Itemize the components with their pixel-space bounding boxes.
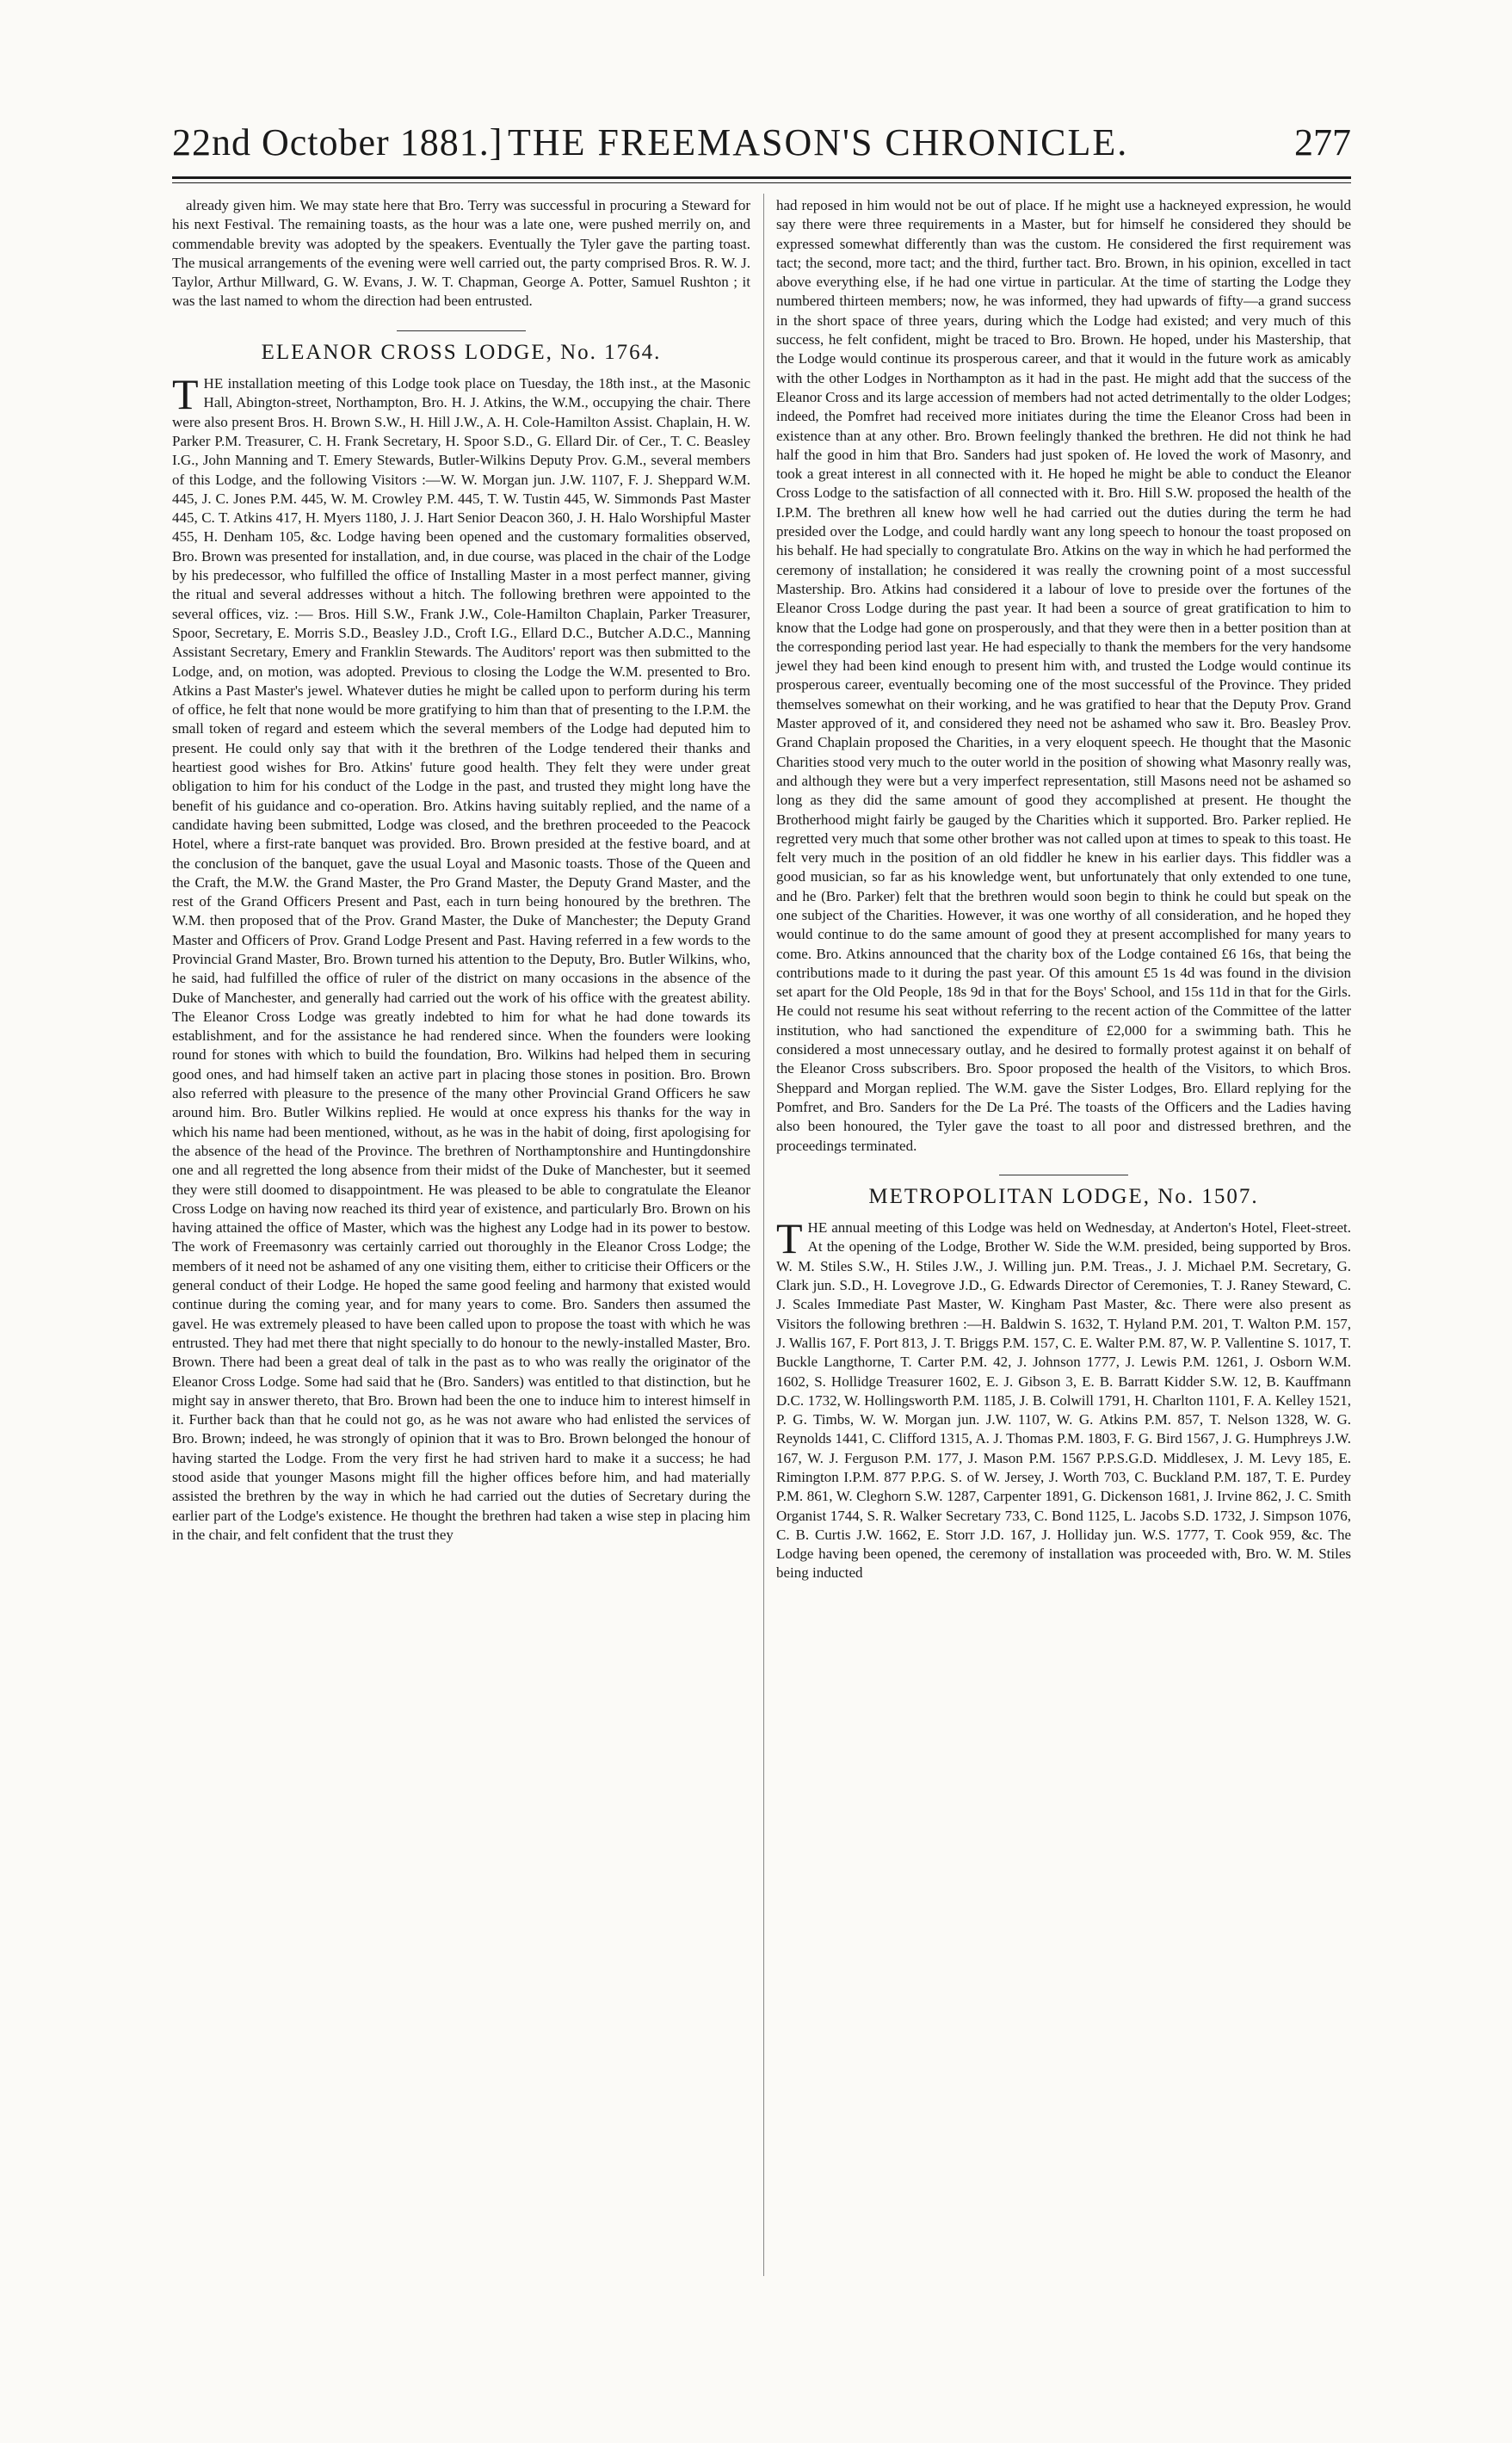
header-date: 22nd October 1881.]: [172, 121, 503, 163]
publication-title: THE FREEMASON'S CHRONICLE.: [508, 121, 1129, 163]
column-divider: [763, 194, 764, 2276]
page-header: [172, 120, 1351, 181]
article-body: HE installation meeting of this Lodge took place on Tuesday, the 18th inst., at the Masonic Hall, Abington-street, Northampton, Bro. H. J. Atkins, the W.M., occupying the chair. There were also present Bros. H. Brown S.W., H. Hill J.W., A. H. Cole-Hamilton Assist. Chaplain, H. W. Parker P.M. Treasurer, C. H. Frank Secretary, H. Spoor S.D., G. Ellard Dir. of Cer., T. C. Beasley I.G., John Manning and T. Emery Stewards, Butler-Wilkins Deputy Prov. G.M., several members of this Lodge, and the following Visitors :—W. W. Morgan jun. J.W. 1107, F. J. Sheppard W.M. 445, J. C. Jones P.M. 445, W. M. Crowley P.M. 445, T. W. Tustin 445, W. Simmonds Past Master 445, C. T. Atkins 417, H. Myers 1180, J. J. Hart Senior Deacon 360, J. H. Halo Worshipful Master 455, H. Denham 105, &c. Lodge having been opened and the customary formalities observed, Bro. Brown was presented for installation, and, in due course, was placed in the chair of the Lodge by his predecessor, who fulfilled the office of Installing Master in a most perfect manner, giving the ritual and several addresses without a hitch. The following brethren were appointed to the several offices, viz. :— Bros. Hill S.W., Frank J.W., Cole-Hamilton Chaplain, Parker Treasurer, Spoor, Secretary, E. Morris S.D., Beasley J.D., Croft I.G., Ellard D.C., Butcher A.D.C., Manning Assistant Secretary, Emery and Franklin Stewards. The Auditors' report was then submitted to the Lodge, and, on motion, was adopted. Previous to closing the Lodge the W.M. presented to Bro. Atkins a Past Master's jewel. Whatever duties he might be called upon to perform during his term of office, he felt that none would be more gratifying to him than that of presenting to the I.P.M. the small token of regard and esteem which the several members of the Lodge had deputed him to present. He could only say that with it the brethren of the Lodge tendered their thanks and heartiest good wishes for Bro. Atkins' future good health. They felt they were under great obligation to him for his conduct of the Lodge in the past, and trusted they might long have the benefit of his guidance and co-operation. Bro. Atkins having suitably replied, and the name of a candidate having been submitted, Lodge was closed, and the brethren proceeded to the Peacock Hotel, where a first-rate banquet was provided. Bro. Brown presided at the festive board, and at the conclusion of the banquet, gave the usual Loyal and Masonic toasts. Those of the Queen and the Craft, the M.W. the Grand Master, the Pro Grand Master, the Deputy Grand Master, and the rest of the Grand Officers Present and Past, each in turn being honoured by the brethren. The W.M. then proposed that of the Prov. Grand Master, the Duke of Manchester; the Deputy Grand Master and Officers of Prov. Grand Lodge Present and Past. Having referred in a few words to the Provincial Grand Master, Bro. Brown turned his attention to the Deputy, Bro. Butler Wilkins, who, he said, had fulfilled the office of ruler of the district on many occasions in the absence of the Duke of Manchester, and generally had carried out the work of his office with the greatest ability. The Eleanor Cross Lodge was greatly indebted to him for what he had done towards its establishment, and for the assistance he had rendered since. When the founders were looking round for stones with which to build the foundation, Bro. Wilkins had helped them in securing good ones, and had himself taken an active part in placing those stones in position. Bro. Brown also referred with pleasure to the presence of the many other Provincial Grand Officers he saw around him. Bro. Butler Wilkins replied. He would at once express his thanks for the way in which his name had been mentioned, without, as he was in the habit of doing, first apologising for the absence of the head of the Province. The brethren of Northamptonshire and Huntingdonshire one and all regretted the long absence from their midst of the Duke of Manchester, but it seemed they were still doomed to disappointment. He was pleased to be able to congratulate the Eleanor Cross Lodge on having now reached its third year of existence, and particularly Bro. Brown on his having attained the office of Master, which was the highest any Lodge had in its power to bestow. The work of Freemasonry was certainly carried out thoroughly in the Eleanor Cross Lodge; the members of it need not be ashamed of any one visiting them, either to criticise their Officers or the general conduct of their Lodge. He hoped the same good feeling and harmony that existed would continue during the coming year, and for many years to come. Bro. Sanders then assumed the gavel. He was extremely pleased to have been called upon to propose the toast with which he was entrusted. They had met there that night specially to do honour to the newly-installed Master, Bro. Brown. There had been a great deal of talk in the past as to who was really the originator of the Eleanor Cross Lodge. Some had said that he (Bro. Sanders) was entitled to that distinction, but he might say in answer thereto, that Bro. Brown had been the one to induce him to interest himself in it. Further back than that he could not go, as he was not aware who had enlisted the services of Bro. Brown; indeed, he was strongly of opinion that it was to Bro. Brown belonged the honour of having started the Lodge. From the very first he had striven hard to make it a success; he had stood aside that younger Masons might fill the higher offices before him, and had materially assisted the brethren by the way in which he had carried out the duties of Secretary during the earlier part of the Lodge's existence. He thought the brethren had taken a wise step in placing him in the chair, and felt confident that the trust they: [172, 375, 750, 1543]
drop-cap: T: [776, 1214, 803, 1263]
right-column: [776, 196, 1351, 1583]
page-number: 277: [1294, 121, 1351, 163]
section-title-eleanor-cross: ELEANOR CROSS LODGE, No. 1764.: [261, 340, 662, 364]
drop-cap: T: [172, 370, 199, 419]
intro-paragraph: already given him. We may state here that Bro. Terry was successful in procuring a Steward for his next Festival. The remaining toasts, as the hour was a late one, were pushed merrily on, and commendable brevity was adopted by the speakers. Eventually the Tyler gave the parting toast. The musical arrangements of the evening were well carried out, the party comprised Bros. R. W. J. Taylor, Arthur Millward, G. W. Evans, J. W. T. Chapman, George A. Potter, Samuel Rushton ; it was the last named to whom the direction had been entrusted.: [172, 197, 750, 310]
section-divider: [397, 330, 526, 331]
article-body: HE annual meeting of this Lodge was held on Wednesday, at Anderton's Hotel, Fleet-street. At the opening of the Lodge, Brother W. Side the W.M. presided, being supported by Bros. W. M. Stiles S.W., H. Stiles J.W., J. Willing jun. P.M. Treas., J. J. Michael P.M. Secretary, G. Clark jun. S.D., H. Lovegrove J.D., G. Edwards Director of Ceremonies, T. J. Raney Steward, C. J. Scales Immediate Past Master, W. Kingham Past Master, &c. There were also present as Visitors the following brethren :—H. Baldwin S. 1632, T. Hyland P.M. 201, T. Walton P.M. 157, J. Wallis 167, F. Port 813, J. T. Briggs P.M. 157, C. E. Walter P.M. 87, W. P. Vallentine S. 1017, T. Buckle Langthorne, T. Carter P.M. 42, J. Johnson 1777, J. Lewis P.M. 1261, J. Osborn W.M. 1602, S. Hollidge Treasurer 1602, E. J. Gibson 3, E. B. Barratt Kidder S.W. 12, B. Kauffmann D.C. 1732, W. Hollingsworth P.M. 1185, J. B. Colwill 1791, H. Charlton 1101, F. A. Kelley 1521, P. G. Timbs, W. W. Morgan jun. J.W. 1107, W. G. Atkins P.M. 857, T. Nelson 1328, W. G. Reynolds 1441, C. Clifford 1315, A. J. Thomas P.M. 1803, F. G. Bird 1567, J. G. Humphreys J.W. 167, W. J. Ferguson P.M. 177, J. Mason P.M. 1567 P.P.S.G.D. Middlesex, J. M. Levy 185, E. Rimington I.P.M. 877 P.P.G. S. of W. Jersey, J. Worth 703, C. Buckland P.M. 187, T. E. Purdey P.M. 861, W. Cleghorn S.W. 1287, Carpenter 1891, G. Dickenson 1681, J. Irvine 862, J. C. Smith Organist 1744, S. R. Walker Secretary 733, C. Bond 1125, L. Jacobs S.D. 1732, J. Simpson 1076, C. B. Curtis J.W. 1662, E. Storr J.D. 167, J. Holliday jun. W.S. 1777, T. Cook 959, &c. The Lodge having been opened, the ceremony of installation was proceeded with, Bro. W. M. Stiles being inducted: [776, 1219, 1351, 1582]
continued-paragraph: had reposed in him would not be out of place. If he might use a hackneyed expression, he would say there were three requirements in a Master, but for himself he considered they should be expressed somewhat differently than was the custom. He considered the first requirement was tact; the second, more tact; and the third, further tact. Bro. Brown, in his opinion, excelled in tact above everything else, if he had one virtue in particular. At the time of starting the Lodge they numbered thirteen members; now, he was informed, they had upwards of fifty—a grand success in the short space of three years, during which the Lodge had existed; and very much of this success, he felt confident, might be traced to Bro. Brown. He hoped, under his Mastership, that the Lodge would continue its prosperous career, and that it would in the future work as amicably with the other Lodges in Northampton as it had in the past. He might add that the success of the Eleanor Cross and its large accession of members had not acted detrimentally to the older Lodges; indeed, the Pomfret had received more initiates during the time the Eleanor Cross had been in existence than at any other. Bro. Brown feelingly thanked the brethren. He did not think he had half the good in him that Bro. Sanders had just spoken of. He loved the work of Masonry, and took a great interest in all connected with it. He hoped he might be able to conduct the Eleanor Cross Lodge to the satisfaction of all connected with it. Bro. Hill S.W. proposed the health of the I.P.M. The brethren all knew how well he had carried out the duties during the term he had presided over the Lodge, and could hardly want any long speech to honour the toast proposed on his behalf. He had specially to congratulate Bro. Atkins on the way in which he had performed the ceremony of installation; he considered it was really the crowning point of a most successful Mastership. Bro. Atkins had considered it a labour of love to preside over the fortunes of the Eleanor Cross Lodge during the past year. It had been a source of great gratification to him to know that the Lodge had gone on prosperously, and that they were then in a better position than at the corresponding period last year. He had especially to thank the members for the very handsome jewel they had been kind enough to present him with, and trusted the Lodge would continue its prosperous career, eventually becoming one of the most successful of the Province. They prided themselves somewhat on their working, and he was gratified to hear that the Deputy Prov. Grand Master approved of it, and considered they need not be ashamed who saw it. Bro. Beasley Prov. Grand Chaplain proposed the Charities, in a very eloquent speech. He thought that the Masonic Charities stood very much to the outer world in the position of showing what Masonry really was, and although they were but a very imperfect representation, still Masons need not be ashamed so long as they did the same amount of good they accomplished at present. He thought the Brotherhood might fairly be gauged by the Charities which it supported. Bro. Parker replied. He regretted very much that some other brother was not called upon at times to speak to this toast. He felt very much in the position of an old fiddler he knew in his earlier days. This fiddler was a good musician, so far as his knowledge went, but unfortunately that only extended to one tune, and he (Bro. Parker) felt that the brethren would soon begin to think he could but speak on the one subject of the Charities. However, it was one worthy of all consideration, and he hoped they would continue to do the same amount of good they at present accomplished for many years to come. Bro. Atkins announced that the charity box of the Lodge contained £6 16s, that being the contributions made to it during the past year. Of this amount £5 1s 4d was found in the division set apart for the Old People, 18s 9d in that for the Boys' School, and 15s 11d in that for the Girls. He could not resume his seat without referring to the recent action of the Committee of the latter institution, who had sanctioned the expenditure of £2,000 for a swimming bath. This he considered a most unnecessary outlay, and he desired to formally protest against it on behalf of the Eleanor Cross subscribers. Bro. Spoor proposed the health of the Visitors, to which Bros. Sheppard and Morgan replied. The W.M. gave the Sister Lodges, Bro. Ellard replying for the Pomfret, and Bro. Sanders for the De La Pré. The toasts of the Officers and the Ladies having also been honoured, the Tyler gave the toast to all poor and distressed brethren, and the proceedings terminated.: [776, 197, 1352, 1154]
header-rule-thin: [172, 182, 1351, 183]
eleanor-cross-article: [172, 370, 750, 1545]
section-title-metropolitan: METROPOLITAN LODGE, No. 1507.: [868, 1184, 1259, 1208]
header-rule: [172, 176, 1351, 179]
left-column: [172, 196, 750, 1545]
metropolitan-article: [776, 1214, 1351, 1583]
